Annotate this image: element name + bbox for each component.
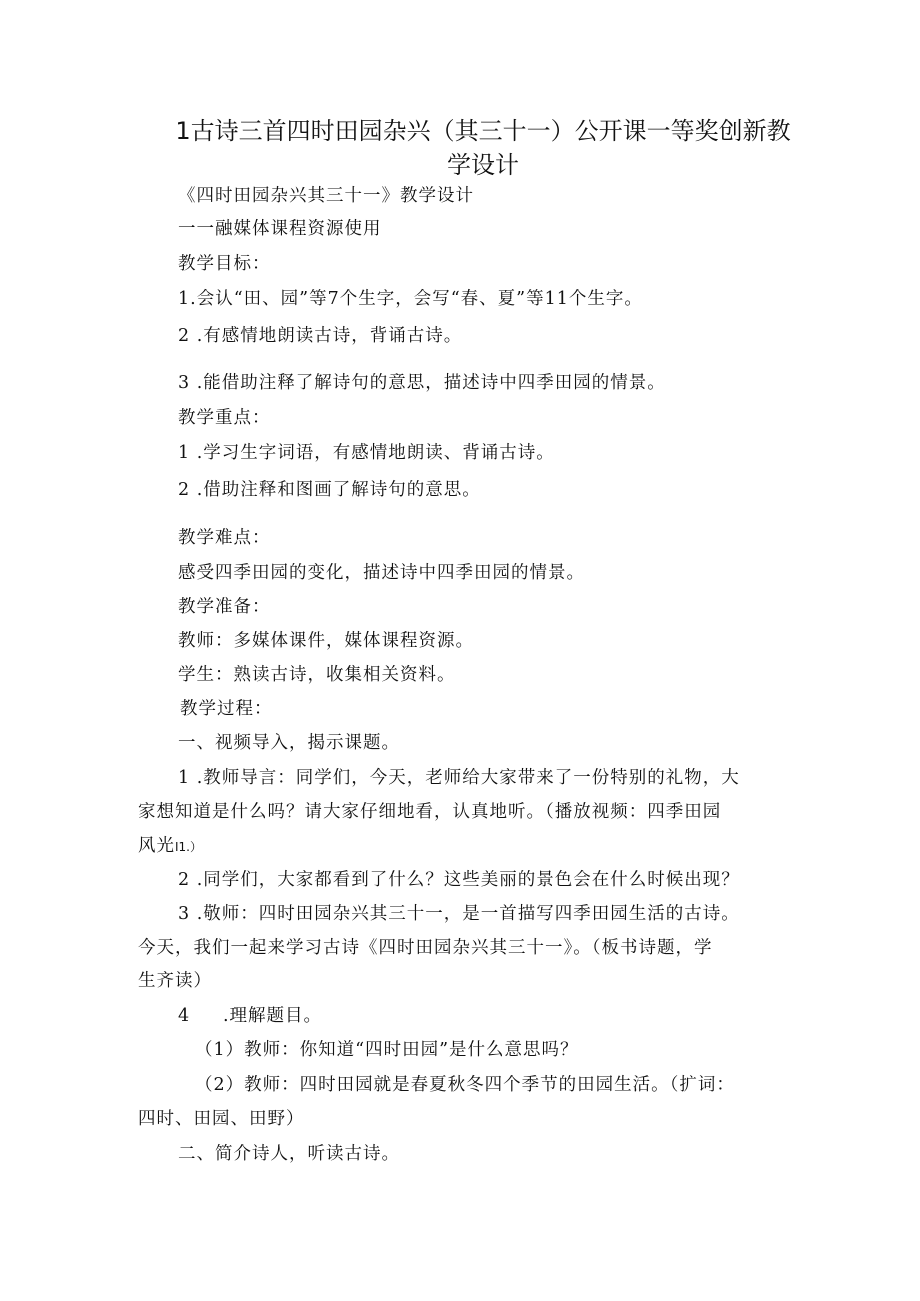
section-media-resource: 一一融媒体课程资源使用 xyxy=(178,219,382,239)
document-title-line-1: 1古诗三首四时田园杂兴（其三十一）公开课一等奖创新教 xyxy=(175,117,791,145)
goal-2: 2 .有感情地朗读古诗，背诵古诗。 xyxy=(178,326,463,346)
prep-teacher: 教师：多媒体课件，媒体课程资源。 xyxy=(178,631,474,651)
goal-1: 1.会认“田、园”等7个生字，会写“春、夏”等11个生字。 xyxy=(178,289,643,309)
process-1-2: 2 .同学们，大家都看到了什么？这些美丽的景色会在什么时候出现？ xyxy=(178,870,740,890)
process-step-2-heading: 二、简介诗人，听读古诗。 xyxy=(178,1144,400,1164)
process-1-1-line-1: 1 .教师导言：同学们，今天，老师给大家带来了一份特别的礼物，大 xyxy=(178,768,740,788)
heading-key-points: 教学重点： xyxy=(178,408,271,428)
difficulty-text: 感受四季田园的变化，描述诗中四季田园的情景。 xyxy=(178,563,585,583)
heading-process: 教学过程： xyxy=(180,699,273,719)
process-1-4: 4 .理解题目。 xyxy=(178,1006,323,1026)
process-1-4-2-line-2: 四时、田园、田野） xyxy=(138,1109,305,1129)
process-1-1-line-3-text: 风光 xyxy=(138,836,175,856)
heading-preparation: 教学准备： xyxy=(178,597,271,617)
process-1-4-2-line-1: （2）教师：四时田园就是春夏秋冬四个季节的田园生活。（扩词： xyxy=(195,1075,735,1095)
key-point-2: 2 .借助注释和图画了解诗句的意思。 xyxy=(178,480,481,500)
prep-student: 学生：熟读古诗，收集相关资料。 xyxy=(178,665,456,685)
process-step-1-heading: 一、视频导入，揭示课题。 xyxy=(178,733,400,753)
footnote-mark: I1.） xyxy=(175,840,202,854)
process-1-3-line-2: 今天，我们一起来学习古诗《四时田园杂兴其三十一》。（板书诗题，学 xyxy=(138,938,713,958)
subtitle: 《四时田园杂兴其三十一》教学设计 xyxy=(178,186,474,206)
key-point-1: 1 .学习生字词语，有感情地朗读、背诵古诗。 xyxy=(178,443,555,463)
process-1-3-line-1: 3 .敬师：四时田园杂兴其三十一，是一首描写四季田园生活的古诗。 xyxy=(178,904,740,924)
heading-teaching-goals: 教学目标： xyxy=(178,254,271,274)
process-1-4-1: （1）教师：你知道“四时田园”是什么意思吗？ xyxy=(195,1040,579,1060)
goal-3: 3 .能借助注释了解诗句的意思，描述诗中四季田园的情景。 xyxy=(178,373,666,393)
document-title-line-2: 学设计 xyxy=(447,151,519,179)
process-1-1-line-2: 家想知道是什么吗？请大家仔细地看，认真地听。（播放视频：四季田园 xyxy=(138,802,722,822)
heading-difficulties: 教学难点： xyxy=(178,528,271,548)
process-1-3-line-3: 生齐读） xyxy=(138,971,212,991)
process-1-1-line-3 xyxy=(138,833,202,860)
